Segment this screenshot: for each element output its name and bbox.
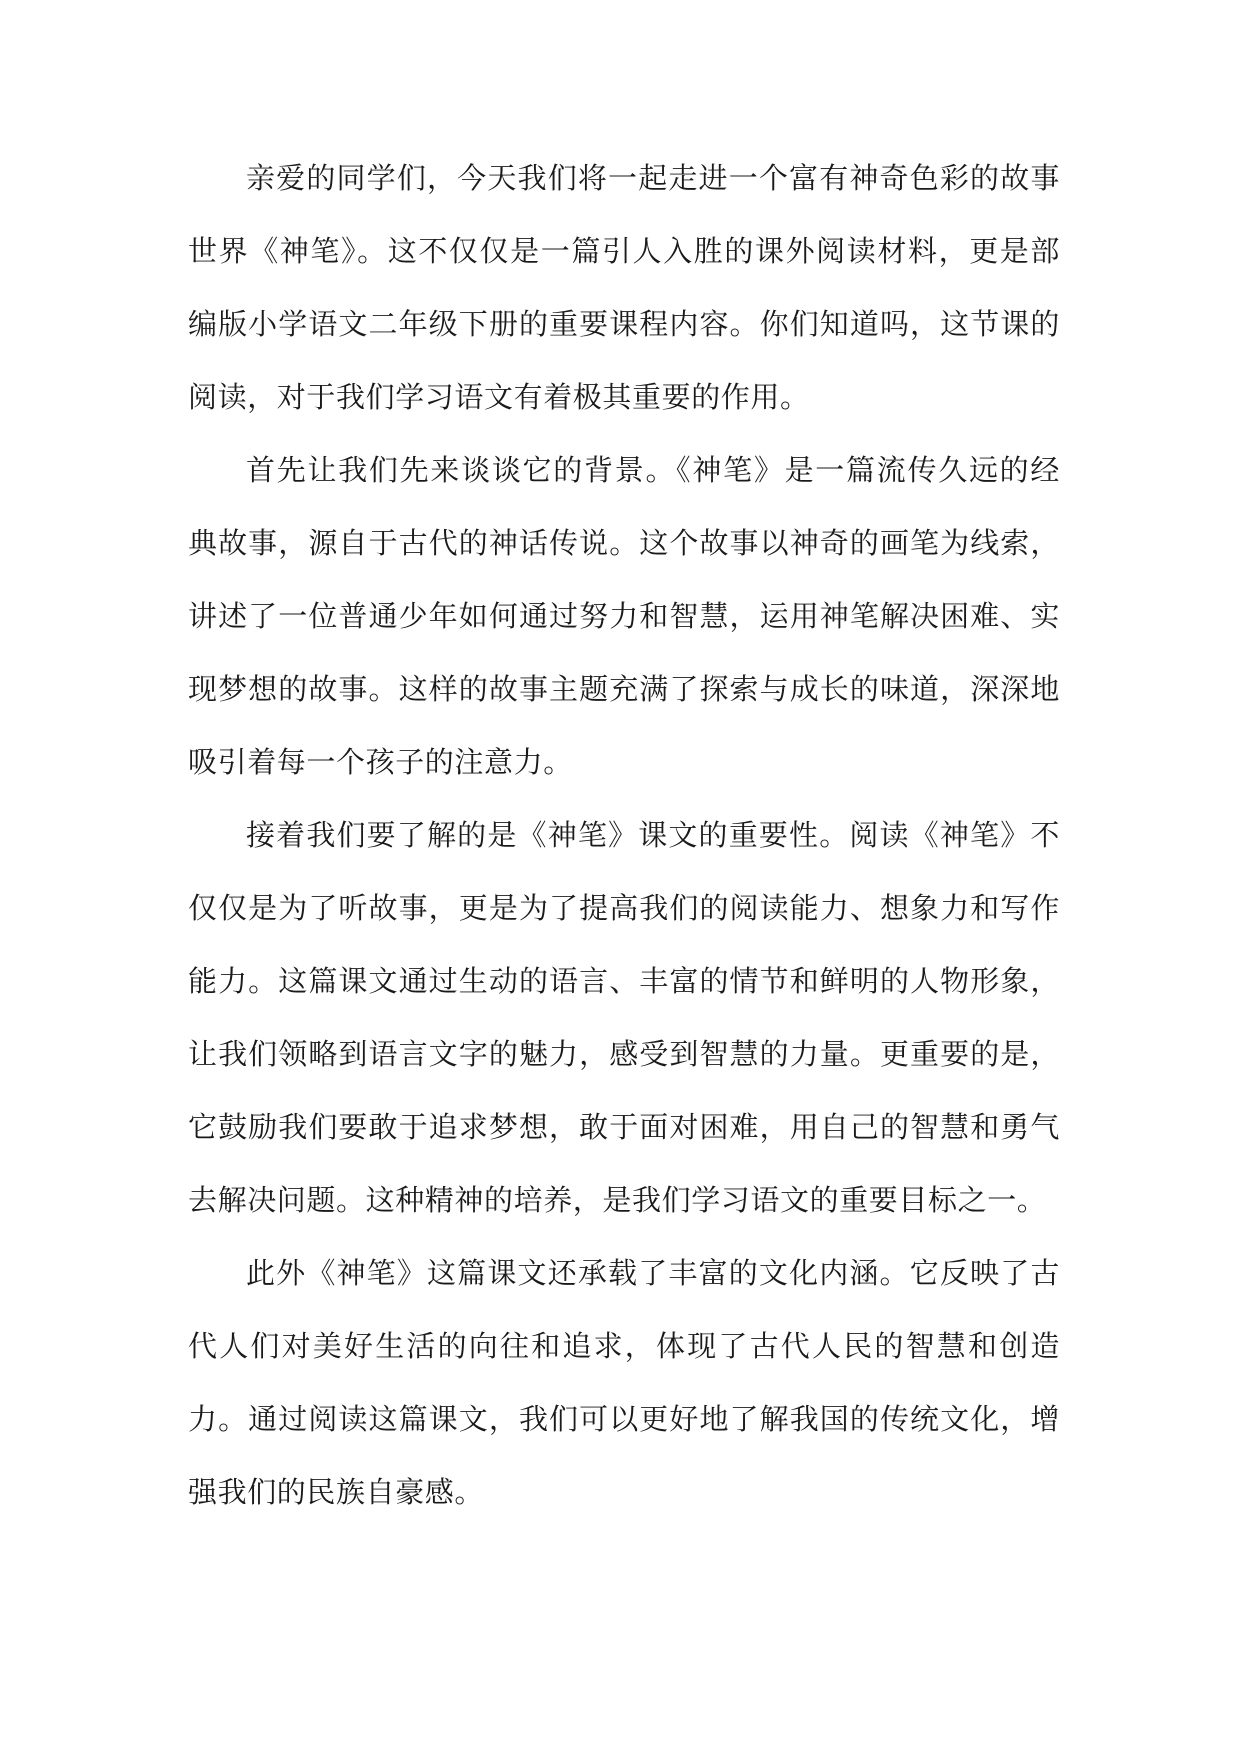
paragraph-intro: 亲爱的同学们，今天我们将一起走进一个富有神奇色彩的故事世界《神笔》。这不仅仅是一篇引人入胜的课外阅读材料，更是部编版小学语文二年级下册的重要课程内容。你们知道吗，这节课的阅读，对于我们学习语文有着极其重要的作用。 (188, 161, 1060, 414)
document-body (188, 142, 1060, 1529)
paragraph-importance: 接着我们要了解的是《神笔》课文的重要性。阅读《神笔》不仅仅是为了听故事，更是为了提高我们的阅读能力、想象力和写作能力。这篇课文通过生动的语言、丰富的情节和鲜明的人物形象，让我们领略到语言文字的魅力，感受到智慧的力量。更重要的是，它鼓励我们要敢于追求梦想，敢于面对困难，用自己的智慧和勇气去解决问题。这种精神的培养，是我们学习语文的重要目标之一。 (188, 818, 1060, 1217)
paragraph-culture: 此外《神笔》这篇课文还承载了丰富的文化内涵。它反映了古代人们对美好生活的向往和追求，体现了古代人民的智慧和创造力。通过阅读这篇课文，我们可以更好地了解我国的传统文化，增强我们的民族自豪感。 (188, 1256, 1060, 1509)
paragraph-background: 首先让我们先来谈谈它的背景。《神笔》是一篇流传久远的经典故事，源自于古代的神话传说。这个故事以神奇的画笔为线索，讲述了一位普通少年如何通过努力和智慧，运用神笔解决困难、实现梦想的故事。这样的故事主题充满了探索与成长的味道，深深地吸引着每一个孩子的注意力。 (188, 453, 1060, 779)
